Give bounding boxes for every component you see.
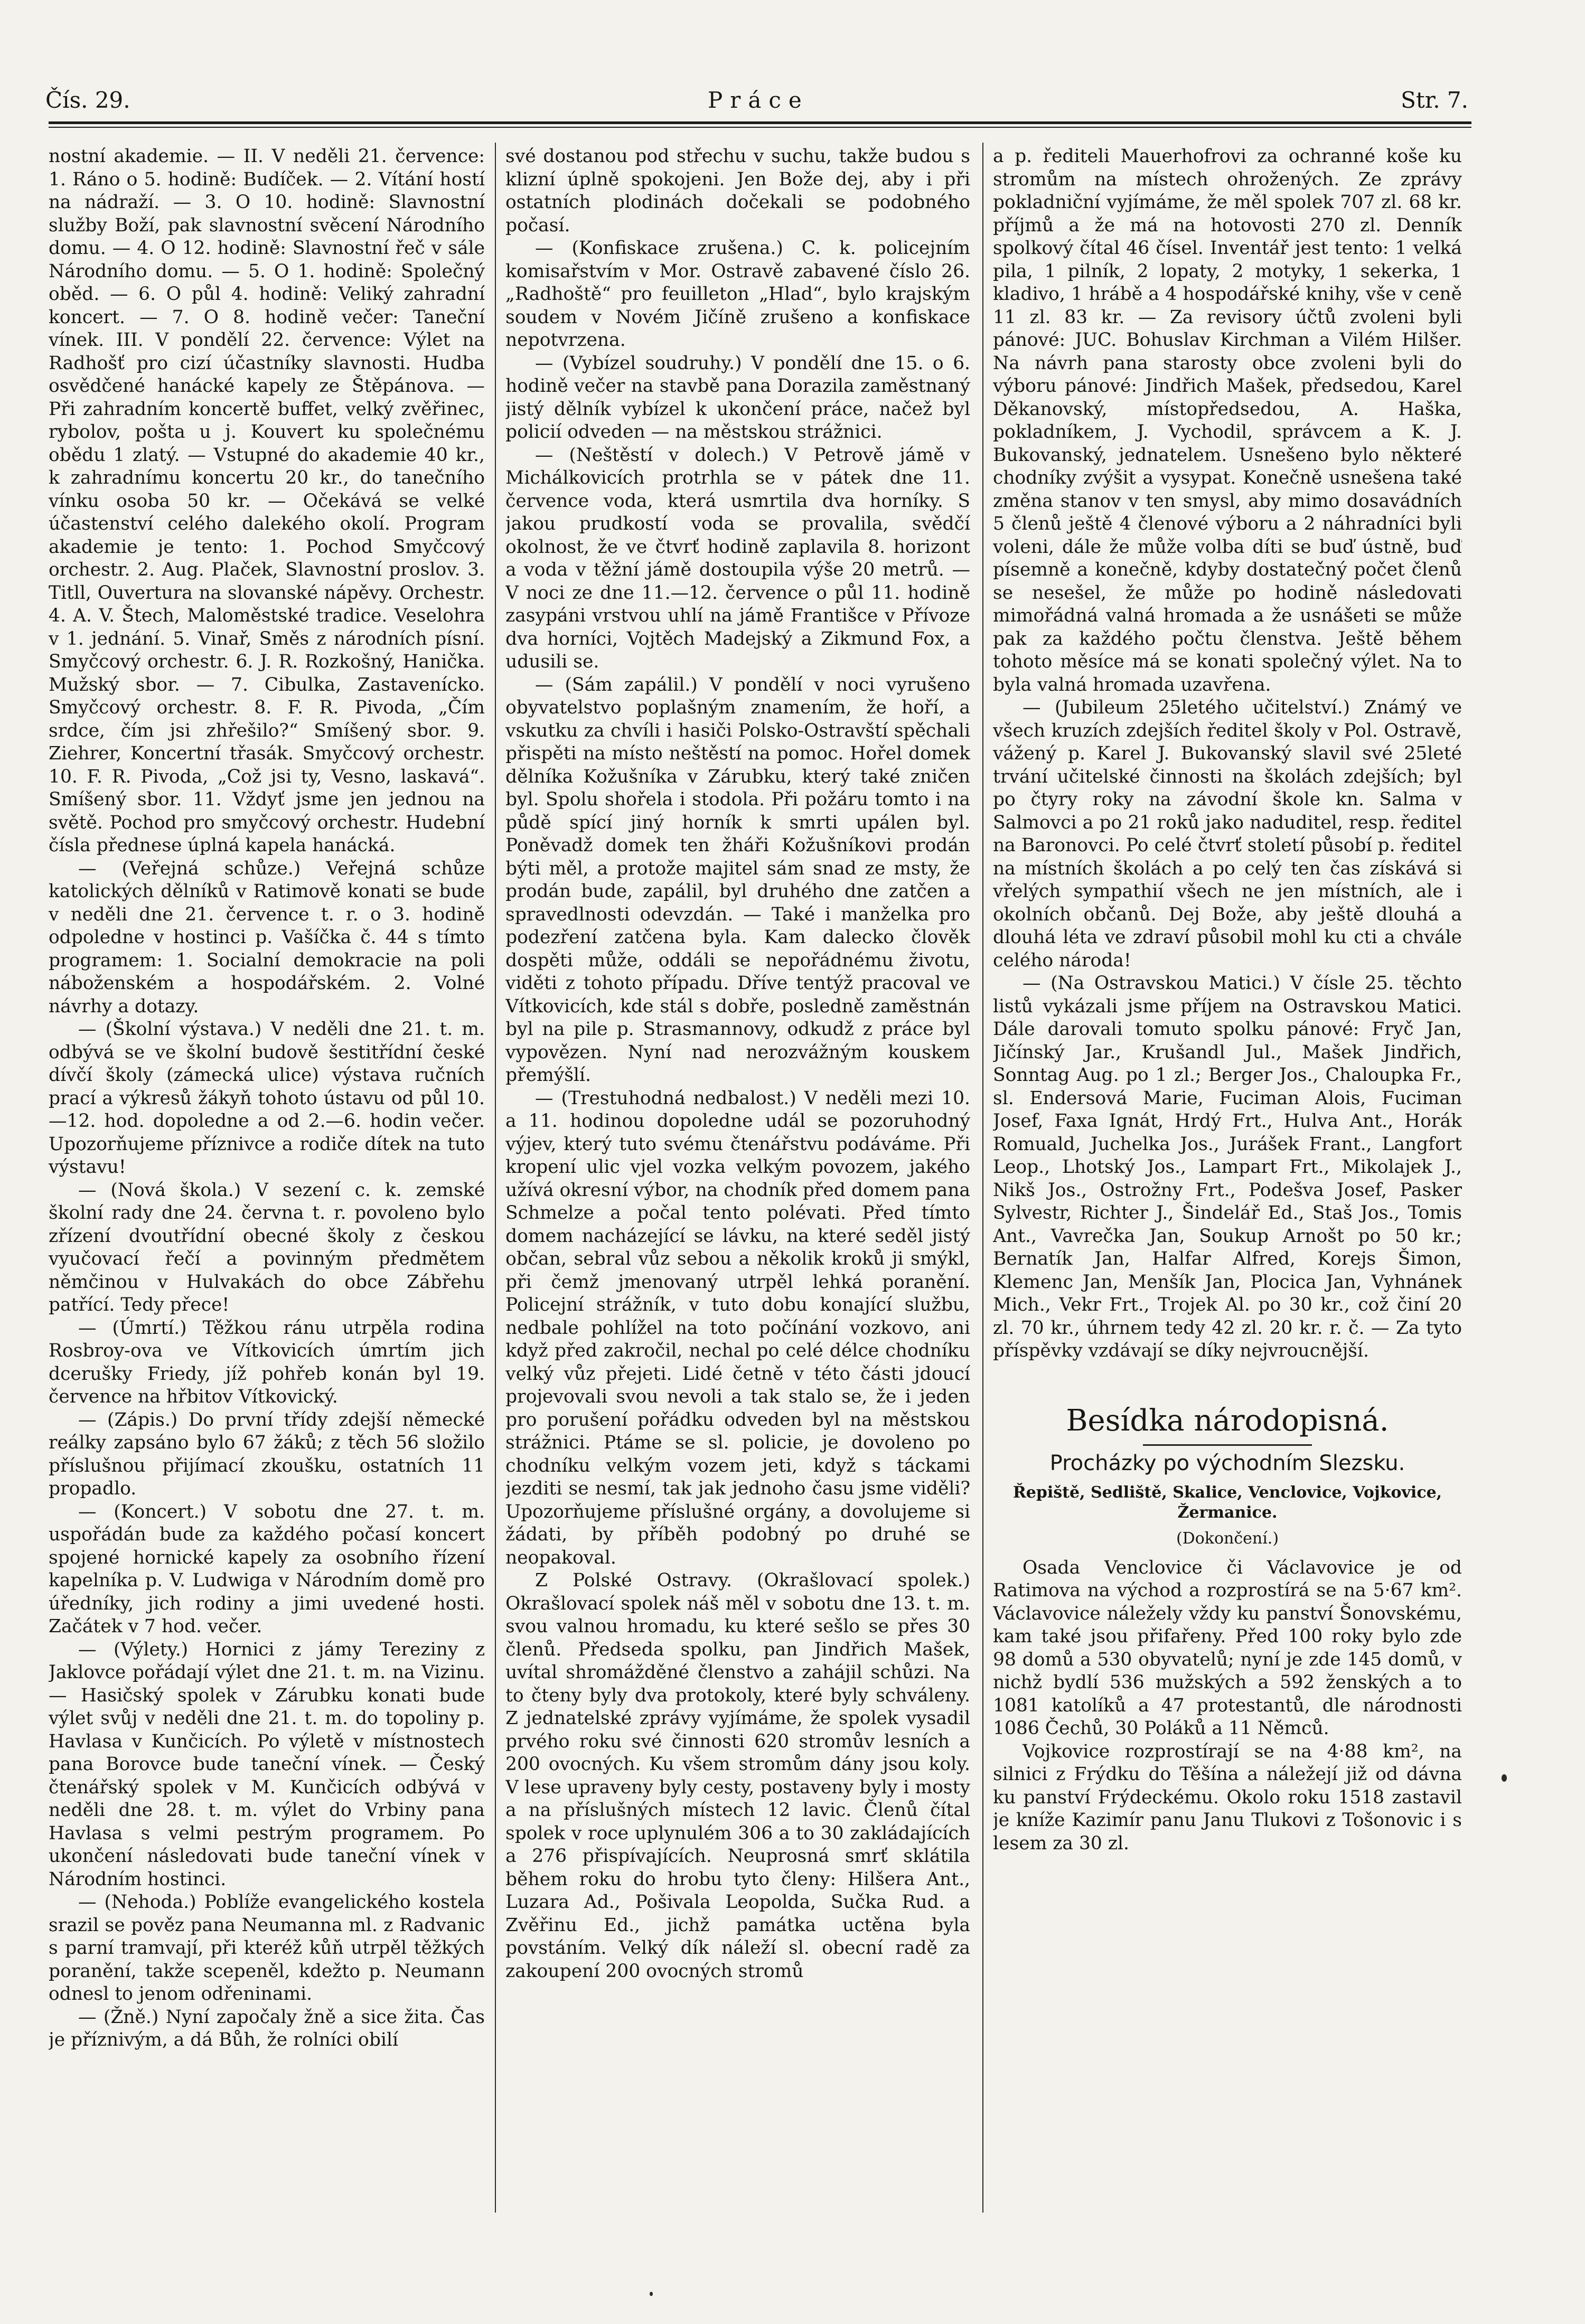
column-2 <box>505 145 970 2213</box>
article-paragraph: — (Nehoda.) Poblíže evangelického kostela srazil se pověz pana Neumanna ml. z Radvanic s parní tramvají, při kteréž kůň utrpěl těžkých poranění, takže scepeněl, kdežto p. Neumann odnesl to jenom odřeninami. <box>49 1892 485 2005</box>
header-rule <box>49 121 1471 124</box>
article-paragraph: — (Neštěstí v dolech.) V Petrově jámě v Michálkovicích protrhla se v pátek dne 11. července voda, která usmrtila dva horníky. S jakou prudkostí voda se provalila, svědčí okolnost, že ve čtvrť hodině zaplavila 8. horizont a voda v těžní jámě dostoupila výše 20 metrů. — V noci ze dne 11.—12. července o půl 11. hodině zasypáni vrstvou uhlí na jámě Františce v Přívoze dva horníci, Vojtěch Madejský a Zikmund Fox, a udusili se. <box>505 444 970 672</box>
article-paragraph: své dostanou pod střechu v suchu, takže budou s klizní úplně spokojeni. Jen Bože dej, aby i při ostatních plodinách dočekali se podobného počasí. <box>505 146 970 236</box>
article-paragraph: — (Sám zapálil.) V pondělí v noci vyrušeno obyvatelstvo poplašným znamením, že hoří, a vskutku za chvíli i hasiči Polsko-Ostravští spěchali přispěti na místo neštěstí na pomoc. Hořel domek dělníka Kožušníka v Zárubku, který také zničen byl. Spolu shořela i stodola. Při požáru tomto i na půdě spící jiný horník k smrti upálen byl. Poněvadž domek ten žháři Kožušníkovi prodán býti měl, a protože majitel sám snad ze msty, že prodán bude, zapálil, byl druhého dne zatčen a spravedlnosti odevzdán. — Také i manželka pro podezření zatčena byla. Kam dalecko člověk dospěti může, oddáli se nepořádnému životu, viděti z tohoto případu. Dříve tentýž pracoval ve Vítkovicích, kde stál s dobře, posledně zaměstnán byl na pile p. Strasmannovy, odkudž z práce byl vypovězen. Nyní nad nerozvážným kouskem přemýšlí. <box>505 674 970 1086</box>
article-paragraph: — (Konfiskace zrušena.) C. k. policejním komisařstvím v Mor. Ostravě zabavené číslo 26. „Radhoště“ pro feuilleton „Hlad“, bylo krajským soudem v Novém Jičíně zrušeno a konfiskace nepotvrzena. <box>505 238 970 351</box>
column-1 <box>49 145 485 2213</box>
article-paragraph: Z Polské Ostravy. (Okrašlovací spolek.) Okrašlovací spolek náš měl v sobotu dne 13. t. m. svou valnou hromadu, ku které sešlo se přes 30 členů. Předseda spolku, pan Jindřich Mašek, uvítal shromážděné členstvo a zahájil schůzi. Na to čteny byly dva protokoly, které byly schváleny. Z jednatelské zprávy vyjímáme, že spolek vysadil prvého roku své činnosti 620 stromův lesních a 200 ovocných. Ku všem stromům dány jsou koly. V lese upraveny byly cesty, postaveny byly i mosty a na příslušných místech 12 lavic. Členů čítal spolek v roce uplynulém 306 a to 30 zakládajících a 276 přispívajících. Neuprosná smrť sklátila během roku do hrobu tyto členy: Hilšera Ant., Luzara Ad., Pošivala Leopolda, Sučka Rud. a Zvěřinu Ed., jichž památka uctěna byla povstáním. Velký dík náleží sl. obecní radě za zakoupení 200 ovocných stromů <box>505 1570 970 1982</box>
issue-number: Čís. 29. <box>45 87 130 113</box>
article-paragraph: — (Trestuhodná nedbalost.) V neděli mezi 10. a 11. hodinou dopoledne udál se pozoruhodný výjev, který tuto svému čtenářstvu podáváme. Při kropení ulic vjel vozka velkým povozem, jakého užívá okresní výbor, na chodník před domem pana Schmelze a počal tento polévati. Před tímto domem nacházející se lávku, na které seděl jistý občan, sebral vůz sebou a několik kroků ji smýkl, při čemž jmenovaný utrpěl lehká poranění. Policejní strážník, v tuto dobu konající službu, nedbale pohlížel na toto počínání vozkovo, ani když před zakročil, nechal po celé délce chodníku velký vůz přejeti. Lidé četně v této části jdoucí projevovali svou nevoli a tak stalo se, že i jeden pro porušení pořádku odveden byl na městskou strážnici. Ptáme se sl. policie, je dovoleno po chodníku velkým vozem jeti, když s táckami jezditi se nesmí, tak jak jednoho času jsme viděli? Upozorňujeme příslušné orgány, a dovolujeme si žádati, by příběh podobný po druhé se neopakoval. <box>505 1087 970 1568</box>
page-number: Str. 7. <box>1401 87 1468 113</box>
column-divider <box>982 143 983 2213</box>
article-paragraph: — (Koncert.) V sobotu dne 27. t. m. uspořádán bude za každého počasí koncert spojené hornické kapely za osobního řízení kapelníka p. V. Ludwiga v Národním domě pro úředníky, jich rodiny a jimi uvedené hosti. Začátek v 7 hod. večer. <box>49 1501 485 1637</box>
article-paragraph: nostní akademie. — II. V neděli 21. července: 1. Ráno o 5. hodině: Budíček. — 2. Vítání hostí na nádraží. — 3. O 10. hodině: Slavnostní služby Boží, pak slavnostní svěcení Národního domu. — 4. O 12. hodině: Slavnostní řeč v sále Národního domu. — 5. O 1. hodině: Společný oběd. — 6. O půl 4. hodině: Veliký zahradní koncert. — 7. O 8. hodině večer: Taneční vínek. III. V pondělí 22. července: Výlet na Radhošť pro cizí účastníky slavnosti. Hudba osvědčené hanácké kapely ze Štěpánova. — Při zahradním koncertě buffet, velký zvěřinec, rybolov, pošta u j. Kouvert ku společnému obědu 1 zlatý. — Vstupné do akademie 40 kr., k zahradnímu koncertu 20 kr., do tanečního vínku osoba 50 kr. — Očekává se velké účastenství celého dalekého okolí. Program akademie je tento: 1. Pochod Smyčcový orchestr. 2. Aug. Plaček, Slavnostní proslov. 3. Titll, Ouvertura na slovanské nápěvy. Orchestr. 4. A. V. Štech, Maloměstské tradice. Veselohra v 1. jednání. 5. Vinař, Směs z národních písní. Smyčcový orchestr. 6. J. R. Rozkošný, Hanička. Mužský sbor. — 7. Cibulka, Zastavenícko. Smyčcový orchestr. 8. F. R. Pivoda, „Čím srdce, čím jsi zhřešilo?“ Smíšený sbor. 9. Ziehrer, Koncertní třasák. Smyčcový orchestr. 10. F. R. Pivoda, „Což jsi ty, Vesno, laskavá“. Smíšený sbor. 11. Vždyť jsme jen jednou na světě. Pochod pro smyčcový orchestr. Hudební čísla přednese úplná kapela hanácká. <box>49 146 485 856</box>
article-paragraph: — (Zápis.) Do první třídy zdejší německé reálky zapsáno bylo 67 žáků; z těch 56 složilo příslušnou přijímací zkoušku, ostatních 11 propadlo. <box>49 1409 485 1499</box>
article-paragraph: — (Na Ostravskou Matici.) V čísle 25. těchto listů vykázali jsme příjem na Ostravskou Matici. Dále darovali tomuto spolku pánové: Fryč Jan, Jičínský Jar., Krušandl Jul., Mašek Jindřich, Sonntag Aug. po 1 zl.; Berger Jos., Chaloupka Fr., sl. Endersová Marie, Fuciman Alois, Fuciman Josef, Faxa Ignát, Hrdý Frt., Hulva Ant., Horák Romuald, Juchelka Jos., Jurášek Frant., Langfort Leop., Lhotský Jos., Lampart Frt., Mikolajek J., Nikš Jos., Ostrožny Frt., Podešva Josef, Pasker Sylvestr, Richter J., Šindelář Ed., Staš Jos., Tomis Ant., Vavrečka Jan, Soukup Arnošt po 50 kr.; Bernatík Jan, Halfar Alfred, Korejs Šimon, Klemenc Jan, Menšík Jan, Plocica Jan, Vyhnánek Mich., Vekr Frt., Trojek Al. po 30 kr., což činí 20 zl. 70 kr., úhrnem tedy 42 zl. 20 kr. r. č. — Za tyto příspěvky vzdávají se díky nejvroucnější. <box>993 973 1462 1361</box>
article-paragraph: — (Výlety.) Hornici z jámy Tereziny z Jaklovce pořádají výlet dne 21. t. m. na Vizinu. — Hasičský spolek v Zárubku konati bude výlet svůj v neděli dne 21. t. m. do topoliny p. Havlasa v Kunčicích. Po výletě v místnostech pana Borovce bude taneční vínek. — Český čtenářský spolek v M. Kunčicích odbývá v neděli dne 28. t. m. výlet do Vrbiny pana Havlasa s velmi pestrým programem. Po ukončení následovati bude taneční vínek v Národním hostinci. <box>49 1639 485 1890</box>
section-places: Řepiště, Sedliště, Skalice, Venclovice, Vojkovice, Žermanice. <box>1012 1483 1442 1522</box>
article-paragraph: — (Nová škola.) V sezení c. k. zemské školní rady dne 24. června t. r. povoleno bylo zřízení dvoutřídní obecné školy z českou vyučovací řečí a povinným předmětem němčinou v Hulvakách do obce Zábřehu patřící. Tedy přece! <box>49 1179 485 1315</box>
section-title: Besídka národopisná. <box>1066 1403 1389 1438</box>
article-paragraph: — (Úmrtí.) Těžkou ránu utrpěla rodina Rosbroy-ova ve Vítkovicích úmrtím jich dcerušky Friedy, jíž pohřeb konán byl 19. července na hřbitov Vítkovický. <box>49 1317 485 1407</box>
article-paragraph: — (Školní výstava.) V neděli dne 21. t. m. odbývá se ve školní budově šestitřídní české dívčí školy (zámecká ulice) výstava ručních prací a výkresů žákyň tohoto ústavu od půl 10.—12. hod. dopoledne a od 2.—6. hodin večer. Upozorňujeme příznivce a rodiče dítek na tuto výstavu! <box>49 1019 485 1178</box>
newspaper-title: Práce <box>708 87 809 113</box>
article-paragraph: — (Veřejná schůze.) Veřejná schůze katolických dělníků v Ratimově konati se bude v neděli dne 21. července t. r. o 3. hodině odpoledne v hostinci p. Vašíčka č. 44 s tímto programem: 1. Socialní demokracie na poli náboženském a hospodářském. 2. Volné návrhy a dotazy. <box>49 858 485 1017</box>
ink-speck <box>1502 1774 1507 1782</box>
article-paragraph: — (Žně.) Nyní započaly žně a sice žita. Čas je příznivým, a dá Bůh, že rolníci obilí <box>49 2006 485 2050</box>
article-paragraph: Osada Venclovice či Václavovice je od Ratimova na východ a rozprostírá se na 5·67 km². Václavovice náležely vždy ku panství Šonovskému, kam také jsou přifařeny. Před 100 roky bylo zde 98 domů a 530 obyvatelů; nyní je zde 145 domů, v nichž bydlí 536 mužských a 592 ženských a to 1081 katolíků a 47 protestantů, dle národnosti 1086 Čechů, 30 Poláků a 11 Němců. <box>993 1557 1462 1739</box>
article-paragraph: — (Jubileum 25letého učitelství.) Známý ve všech kruzích zdejších ředitel školy v Pol. Ostravě, vážený p. Karel J. Bukovanský slavil své 25leté trvání učitelské činnosti na školách zdejších; byl po čtyry roky na závodní škole kn. Salma v Salmovci a po 21 roků jako naduditel, resp. ředitel na Baronovci. Po celé čtvrť století působí p. ředitel na místních školách a po celý ten čas získává si vřelých sympathií všech ne jen místních, ale i okolních občanů. Dej Bože, aby ještě dlouhá a dlouhá léta ve zdraví působil mohl ku cti a chvále celého národa! <box>993 697 1462 971</box>
continuation-note: (Dokončení.) <box>1176 1529 1279 1548</box>
page-header <box>42 84 1468 127</box>
column-divider <box>495 143 496 2213</box>
section-rule <box>1143 1444 1312 1446</box>
article-paragraph: — (Vybízel soudruhy.) V pondělí dne 15. o 6. hodině večer na stavbě pana Dorazila zaměstnaný jistý dělník vybízel k ukončení práce, načež byl policií odveden — na městskou strážnici. <box>505 352 970 443</box>
article-paragraph: a p. řediteli Mauerhofrovi za ochranné koše ku stromům na místech ohrožených. Ze zprávy pokladniční vyjímáme, že měl spolek 707 zl. 68 kr. příjmů a že má na hotovosti 270 zl. Denník spolkový čítal 46 čísel. Inventář jest tento: 1 velká pila, 1 pilník, 2 lopaty, 2 motyky, 1 sekerka, 1 kladivo, 1 hrábě a 4 hospodářské knihy, vše v ceně 11 zl. 83 kr. — Za revisory účtů zvoleni byli pánové: JUC. Bohuslav Kirchman a Vilém Hilšer. Na návrh pana starosty obce zvoleni byli do výboru pánové: Jindřich Mašek, předsedou, Karel Děkanovský, místopředsedou, A. Haška, pokladníkem, J. Vychodil, správcem a K. J. Bukovanský, jednatelem. Usnešeno bylo některé chodníky zvýšit a vysypat. Konečně usnešena také změna stanov v ten smysl, aby mimo dosavádních 5 členů ještě 4 členové výboru a 2 náhradníci byli voleni, dále že může volba díti se buď ústně, buď písemně a konečně, kdyby dostatečný počet členů se nesešel, že může po hodině následovati mimořádná valná hromada a že usnášeti se může pak za každého počtu členstva. Ještě během tohoto měsíce má se konati společný výlet. Na to byla valná hromada uzavřena. <box>993 146 1462 695</box>
header-rule-thin <box>49 127 1471 128</box>
column-3 <box>993 145 1462 2213</box>
article-paragraph: Vojkovice rozprostírají se na 4·88 km², na silnici z Frýdku do Těšína a náležejí již od dávna ku panství Frýdeckému. Okolo roku 1518 zastavil je kníže Kazimír panu Janu Tlukovi z Tošonovic i s lesem za 30 zl. <box>993 1740 1462 1854</box>
ink-speck <box>650 2292 653 2296</box>
section-subtitle: Procházky po východním Slezsku. <box>1049 1451 1405 1475</box>
